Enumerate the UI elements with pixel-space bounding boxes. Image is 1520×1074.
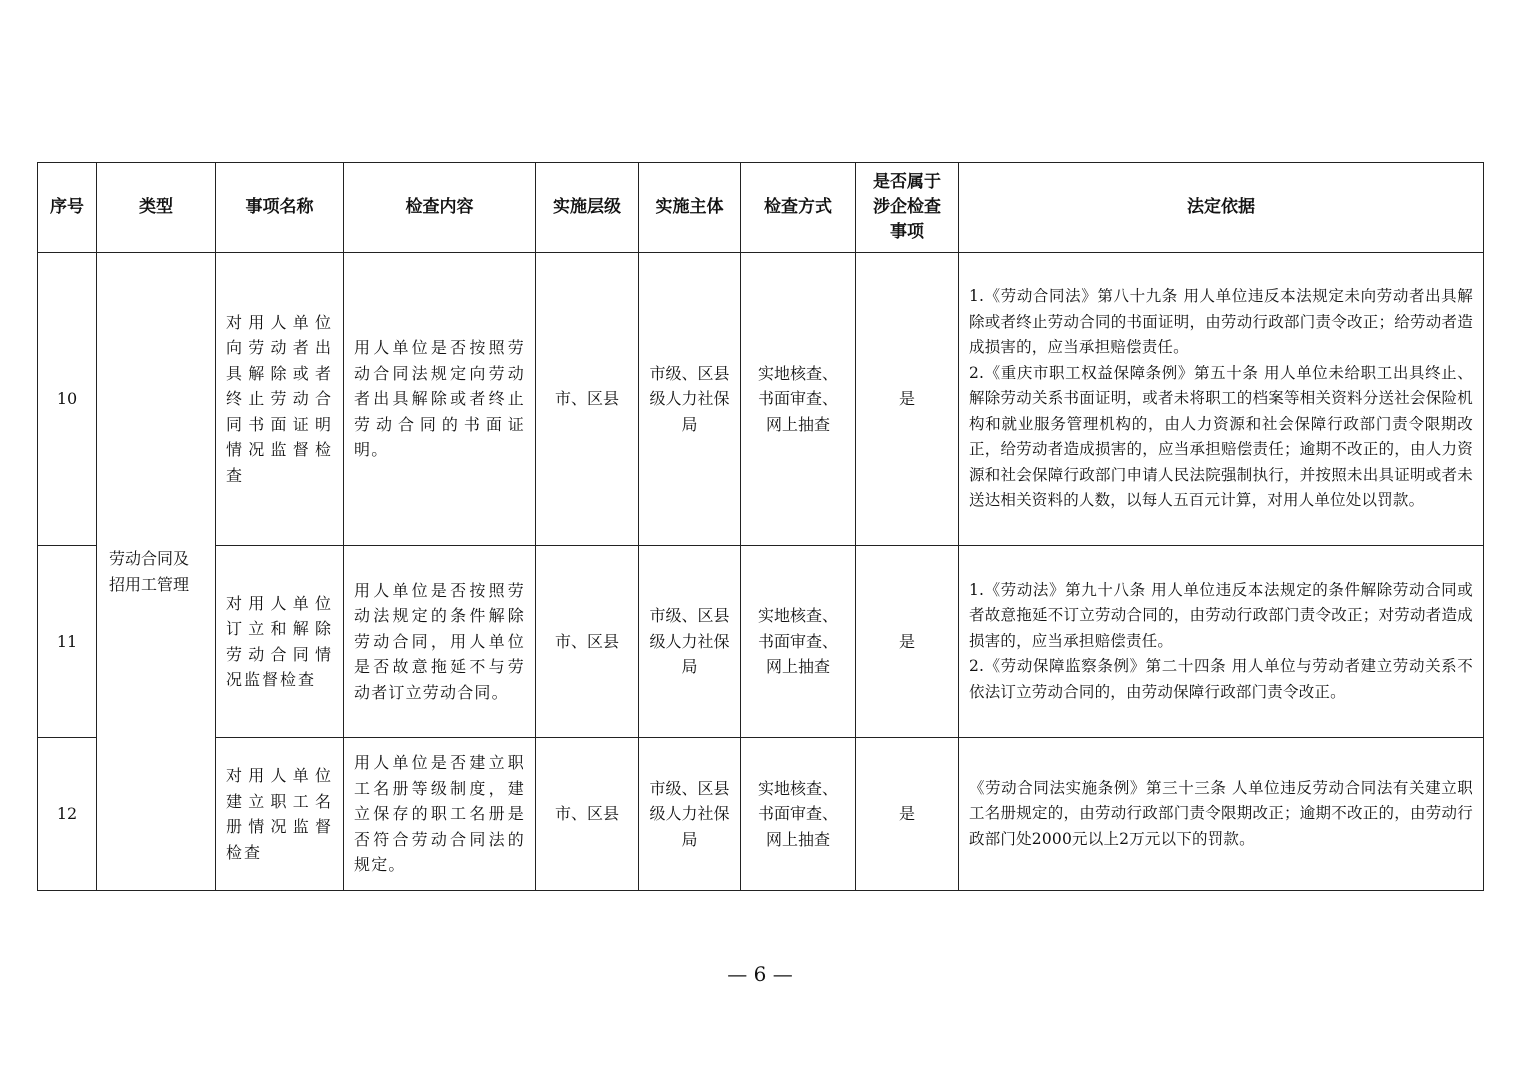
cell-method: 实地核查、书面审查、网上抽查 (741, 546, 856, 738)
header-type: 类型 (97, 163, 216, 253)
header-enterprise-text: 是否属于涉企检查事项 (873, 172, 941, 242)
cell-type-merged (97, 253, 216, 891)
header-enterprise (856, 163, 959, 253)
cell-seq: 11 (38, 546, 97, 738)
cell-enterprise: 是 (856, 253, 959, 546)
cell-subject: 市级、区县级人力社保局 (639, 738, 741, 891)
inspection-items-table-wrapper (37, 162, 1483, 891)
basis-line: 2.《劳动保障监察条例》第二十四条 用人单位与劳动者建立劳动关系不依法订立劳动合同的，由劳动保障行政部门责令改正。 (969, 657, 1473, 701)
check-content-text: 用人单位是否按照劳动法规定的条件解除劳动合同，用人单位是否故意拖延不与劳动者订立劳动合同。 (354, 580, 525, 702)
cell-method: 实地核查、书面审查、网上抽查 (741, 253, 856, 546)
cell-seq: 10 (38, 253, 97, 546)
header-content: 检查内容 (344, 163, 536, 253)
table-row (38, 253, 1484, 546)
cell-seq: 12 (38, 738, 97, 891)
cell-item-name (216, 546, 344, 738)
basis-line: 《劳动合同法实施条例》第三十三条 人单位违反劳动合同法有关建立职工名册规定的，由劳动行政部门责令限期改正；逾期不改正的，由劳动行政部门处2000元以上2万元以下的罚款。 (969, 778, 1473, 848)
item-name-text: 对用人单位向劳动者出具解除或者终止劳动合同书面证明情况监督检查 (226, 312, 333, 485)
cell-legal-basis (959, 738, 1484, 891)
type-merged-text: 劳动合同及招用工管理 (109, 548, 190, 594)
header-name: 事项名称 (216, 163, 344, 253)
cell-level: 市、区县 (536, 738, 639, 891)
cell-level: 市、区县 (536, 546, 639, 738)
cell-item-name (216, 738, 344, 891)
basis-line: 1.《劳动法》第九十八条 用人单位违反本法规定的条件解除劳动合同或者故意拖延不订立劳动合同的，由劳动行政部门责令改正；对劳动者造成损害的，应当承担赔偿责任。 (969, 580, 1473, 650)
cell-check-content (344, 738, 536, 891)
item-name-text: 对用人单位建立职工名册情况监督检查 (226, 766, 333, 862)
header-subject: 实施主体 (639, 163, 741, 253)
cell-check-content (344, 546, 536, 738)
inspection-items-table (37, 162, 1484, 891)
cell-enterprise: 是 (856, 546, 959, 738)
cell-enterprise: 是 (856, 738, 959, 891)
header-level: 实施层级 (536, 163, 639, 253)
header-method: 检查方式 (741, 163, 856, 253)
cell-item-name (216, 253, 344, 546)
cell-subject: 市级、区县级人力社保局 (639, 546, 741, 738)
basis-line: 2.《重庆市职工权益保障条例》第五十条 用人单位未给职工出具终止、解除劳动关系书面证明，或者未将职工的档案等相关资料分送社会保险机构和就业服务管理机构的，由人力资源和社会保障行政部门责令限期改正，给劳动者造成损害的，应当承担赔偿责任；逾期不改正的，由人力资源和社会保障行政部门申请人民法院强制执行，并按照未出具证明或者未送达相关资料的人数，以每人五百元计算，对用人单位处以罚款。 (969, 363, 1473, 510)
cell-method: 实地核查、书面审查、网上抽查 (741, 738, 856, 891)
header-seq: 序号 (38, 163, 97, 253)
cell-subject: 市级、区县级人力社保局 (639, 253, 741, 546)
table-row (38, 738, 1484, 891)
cell-check-content (344, 253, 536, 546)
table-header-row (38, 163, 1484, 253)
table-row (38, 546, 1484, 738)
cell-level: 市、区县 (536, 253, 639, 546)
check-content-text: 用人单位是否建立职工名册等级制度，建立保存的职工名册是否符合劳动合同法的规定。 (354, 753, 525, 875)
cell-legal-basis (959, 546, 1484, 738)
item-name-text: 对用人单位订立和解除劳动合同情况监督检查 (226, 593, 333, 689)
header-basis: 法定依据 (959, 163, 1484, 253)
cell-legal-basis (959, 253, 1484, 546)
basis-line: 1.《劳动合同法》第八十九条 用人单位违反本法规定未向劳动者出具解除或者终止劳动合同的书面证明，由劳动行政部门责令改正；给劳动者造成损害的，应当承担赔偿责任。 (969, 287, 1473, 357)
check-content-text: 用人单位是否按照劳动合同法规定向劳动者出具解除或者终止劳动合同的书面证明。 (354, 338, 525, 460)
page-number: — 6 — (727, 962, 793, 986)
